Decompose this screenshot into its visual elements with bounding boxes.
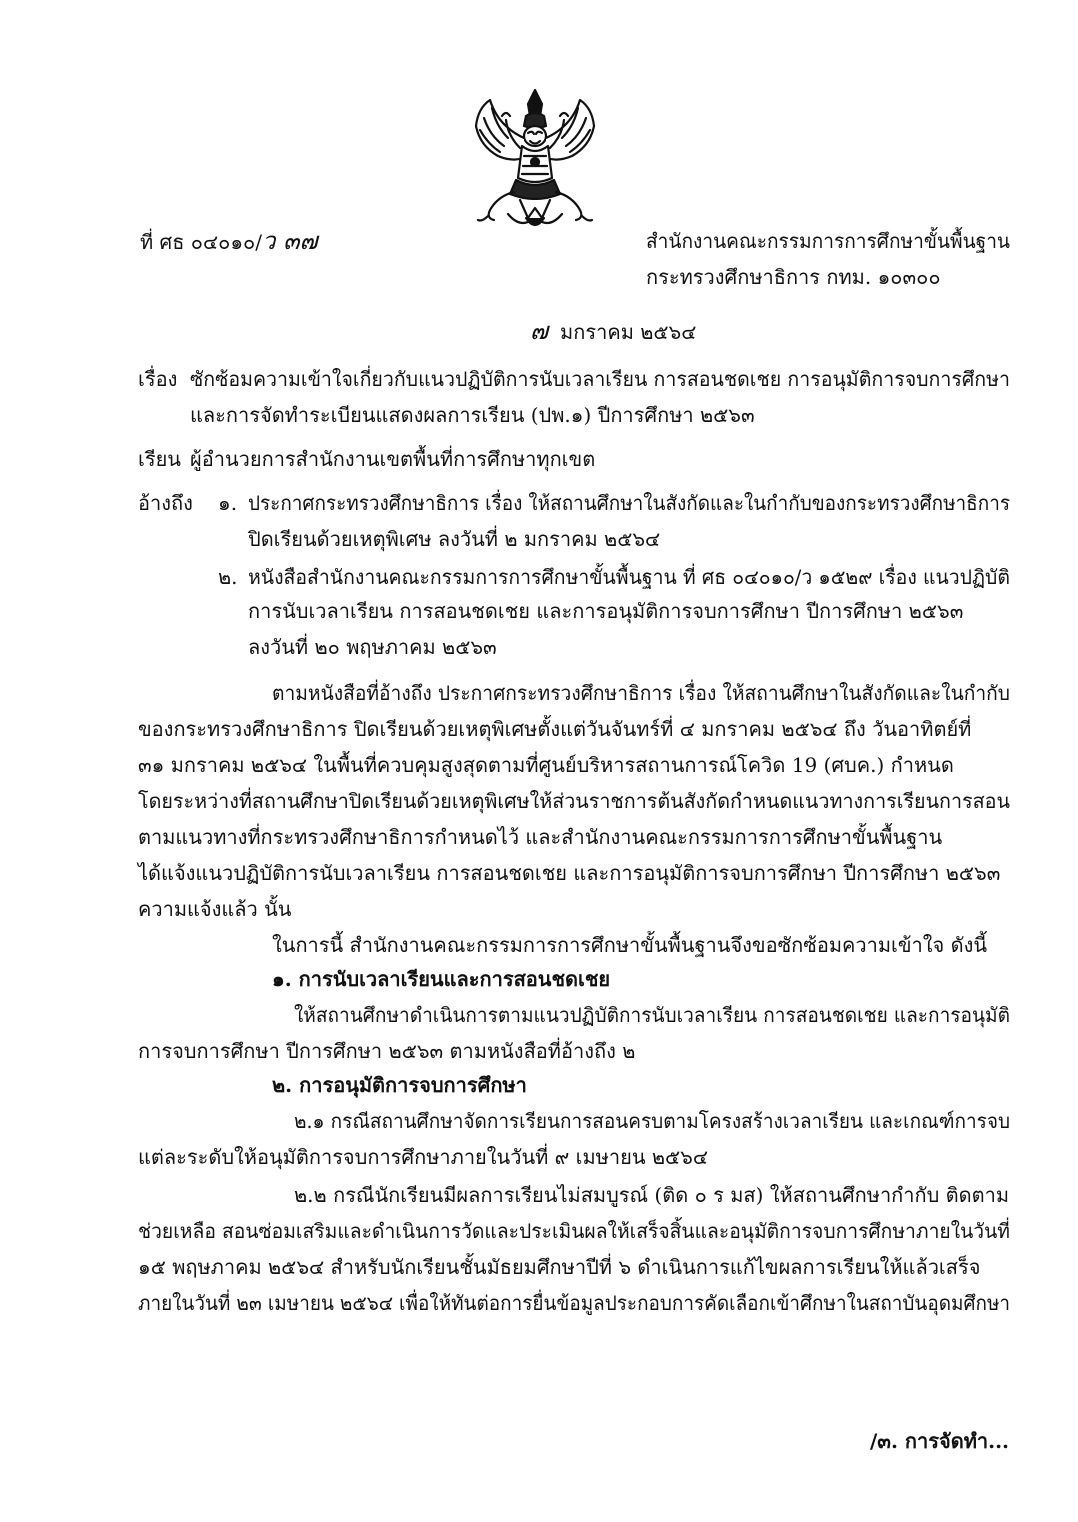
- section-2-heading: ๒. การอนุมัติการจบการศึกษา: [272, 1073, 527, 1097]
- section-2-2-line-3: ๑๕ พฤษภาคม ๒๕๖๔ สำหรับนักเรียนชั้นมัธยมศึกษาปีที่ ๖ ดำเนินการแก้ไขผลการเรียนให้แล้วเสร็จ: [138, 1255, 981, 1279]
- reference-2-line-2: การนับเวลาเรียน การสอนชดเชย และการอนุมัติการจบการศึกษา ปีการศึกษา ๒๕๖๓: [248, 599, 964, 623]
- para1-line-4: โดยระหว่างที่สถานศึกษาปิดเรียนด้วยเหตุพิเศษให้ส่วนราชการต้นสังกัดกำหนดแนวทางการเรียนการสอน: [138, 789, 1010, 813]
- section-1-heading: ๑. การนับเวลาเรียนและการสอนชดเชย: [272, 967, 611, 991]
- para2: ในการนี้ สำนักงานคณะกรรมการการศึกษาขั้นพื้นฐานจึงขอซักซ้อมความเข้าใจ ดังนี้: [272, 933, 988, 957]
- reference-1-line-2: ปิดเรียนด้วยเหตุพิเศษ ลงวันที่ ๒ มกราคม ๒๕๖๔: [248, 527, 661, 551]
- para1-line-7: ความแจ้งแล้ว นั้น: [138, 897, 292, 921]
- section-2-2-line-1: ๒.๒ กรณีนักเรียนมีผลการเรียนไม่สมบูรณ์ (ติด ๐ ร มส) ให้สถานศึกษากำกับ ติดตาม: [294, 1183, 1010, 1207]
- section-1-line-2: การจบการศึกษา ปีการศึกษา ๒๕๖๓ ตามหนังสือที่อ้างถึง ๒: [138, 1039, 636, 1063]
- reference-number-prefix: ที่ ศธ ๐๔๐๑๐/: [140, 230, 262, 254]
- reference-number-handwritten: ว ๓๗: [262, 227, 318, 255]
- recipient-text: ผู้อำนวยการสำนักงานเขตพื้นที่การศึกษาทุกเขต: [190, 447, 596, 471]
- office-name: สำนักงานคณะกรรมการการศึกษาขั้นพื้นฐาน: [646, 229, 1010, 253]
- section-2-2-line-4: ภายในวันที่ ๒๓ เมษายน ๒๕๖๔ เพื่อให้ทันต่อการยื่นข้อมูลประกอบการคัดเลือกเข้าศึกษาในสถาบันอุดมศึกษา: [138, 1291, 1011, 1315]
- section-1-line-1: ให้สถานศึกษาดำเนินการตามแนวปฏิบัติการนับเวลาเรียน การสอนชดเชย และการอนุมัติ: [294, 1003, 1010, 1027]
- document-date: [530, 318, 696, 345]
- subject-line-2: และการจัดทำระเบียนแสดงผลการเรียน (ปพ.๑) ปีการศึกษา ๒๕๖๓: [190, 403, 755, 427]
- para1-line-2: ของกระทรวงศึกษาธิการ ปิดเรียนด้วยเหตุพิเศษตั้งแต่วันจันทร์ที่ ๔ มกราคม ๒๕๖๔ ถึง วันอาทิตย์ที่: [138, 717, 972, 741]
- reference-2-line-3: ลงวันที่ ๒๐ พฤษภาคม ๒๕๖๓: [248, 635, 497, 659]
- reference-2-line-1: หนังสือสำนักงานคณะกรรมการการศึกษาขั้นพื้นฐาน ที่ ศธ ๐๔๐๑๐/ว ๑๕๒๙ เรื่อง แนวปฏิบัติ: [248, 565, 1010, 589]
- garuda-emblem-icon: [468, 86, 602, 236]
- references-label: อ้างถึง: [138, 491, 193, 515]
- recipient-label: เรียน: [138, 447, 181, 471]
- office-address: กระทรวงศึกษาธิการ กทม. ๑๐๓๐๐: [646, 265, 941, 289]
- subject-label: เรื่อง: [138, 367, 178, 391]
- reference-1-line-1: ประกาศกระทรวงศึกษาธิการ เรื่อง ให้สถานศึกษาในสังกัดและในกำกับของกระทรวงศึกษาธิการ: [248, 491, 1010, 515]
- date-day-handwritten: ๗: [530, 317, 549, 345]
- para1-line-3: ๓๑ มกราคม ๒๕๖๔ ในพื้นที่ควบคุมสูงสุดตามที่ศูนย์บริหารสถานการณ์โควิด 19 (ศบค.) กำหนด: [138, 753, 954, 777]
- reference-1-number: ๑.: [218, 491, 238, 515]
- section-2-1-line-1: ๒.๑ กรณีสถานศึกษาจัดการเรียนการสอนครบตามโครงสร้างเวลาเรียน และเกณฑ์การจบ: [294, 1109, 1011, 1133]
- reference-number: [140, 228, 318, 255]
- section-2-1-line-2: แต่ละระดับให้อนุมัติการจบการศึกษาภายในวันที่ ๙ เมษายน ๒๕๖๔: [138, 1145, 708, 1169]
- reference-2-number: ๒.: [218, 565, 238, 589]
- section-2-2-line-2: ช่วยเหลือ สอนซ่อมเสริมและดำเนินการวัดและประเมินผลให้เสร็จสิ้นและอนุมัติการจบการศึกษาภายในวันที่: [138, 1219, 1010, 1243]
- para1-line-5: ตามแนวทางที่กระทรวงศึกษาธิการกำหนดไว้ และสำนักงานคณะกรรมการการศึกษาขั้นพื้นฐาน: [138, 825, 943, 849]
- continuation-marker: /๓. การจัดทำ...: [870, 1429, 1009, 1453]
- subject-line-1: ซักซ้อมความเข้าใจเกี่ยวกับแนวปฏิบัติการนับเวลาเรียน การสอนชดเชย การอนุมัติการจบการศึกษา: [190, 367, 1010, 391]
- para1-line-1: ตามหนังสือที่อ้างถึง ประกาศกระทรวงศึกษาธิการ เรื่อง ให้สถานศึกษาในสังกัดและในกำกับ: [272, 681, 1010, 705]
- date-month-year: มกราคม ๒๕๖๔: [560, 320, 697, 344]
- para1-line-6: ได้แจ้งแนวปฏิบัติการนับเวลาเรียน การสอนชดเชย และการอนุมัติการจบการศึกษา ปีการศึกษา ๒๕๖๓: [138, 861, 1001, 885]
